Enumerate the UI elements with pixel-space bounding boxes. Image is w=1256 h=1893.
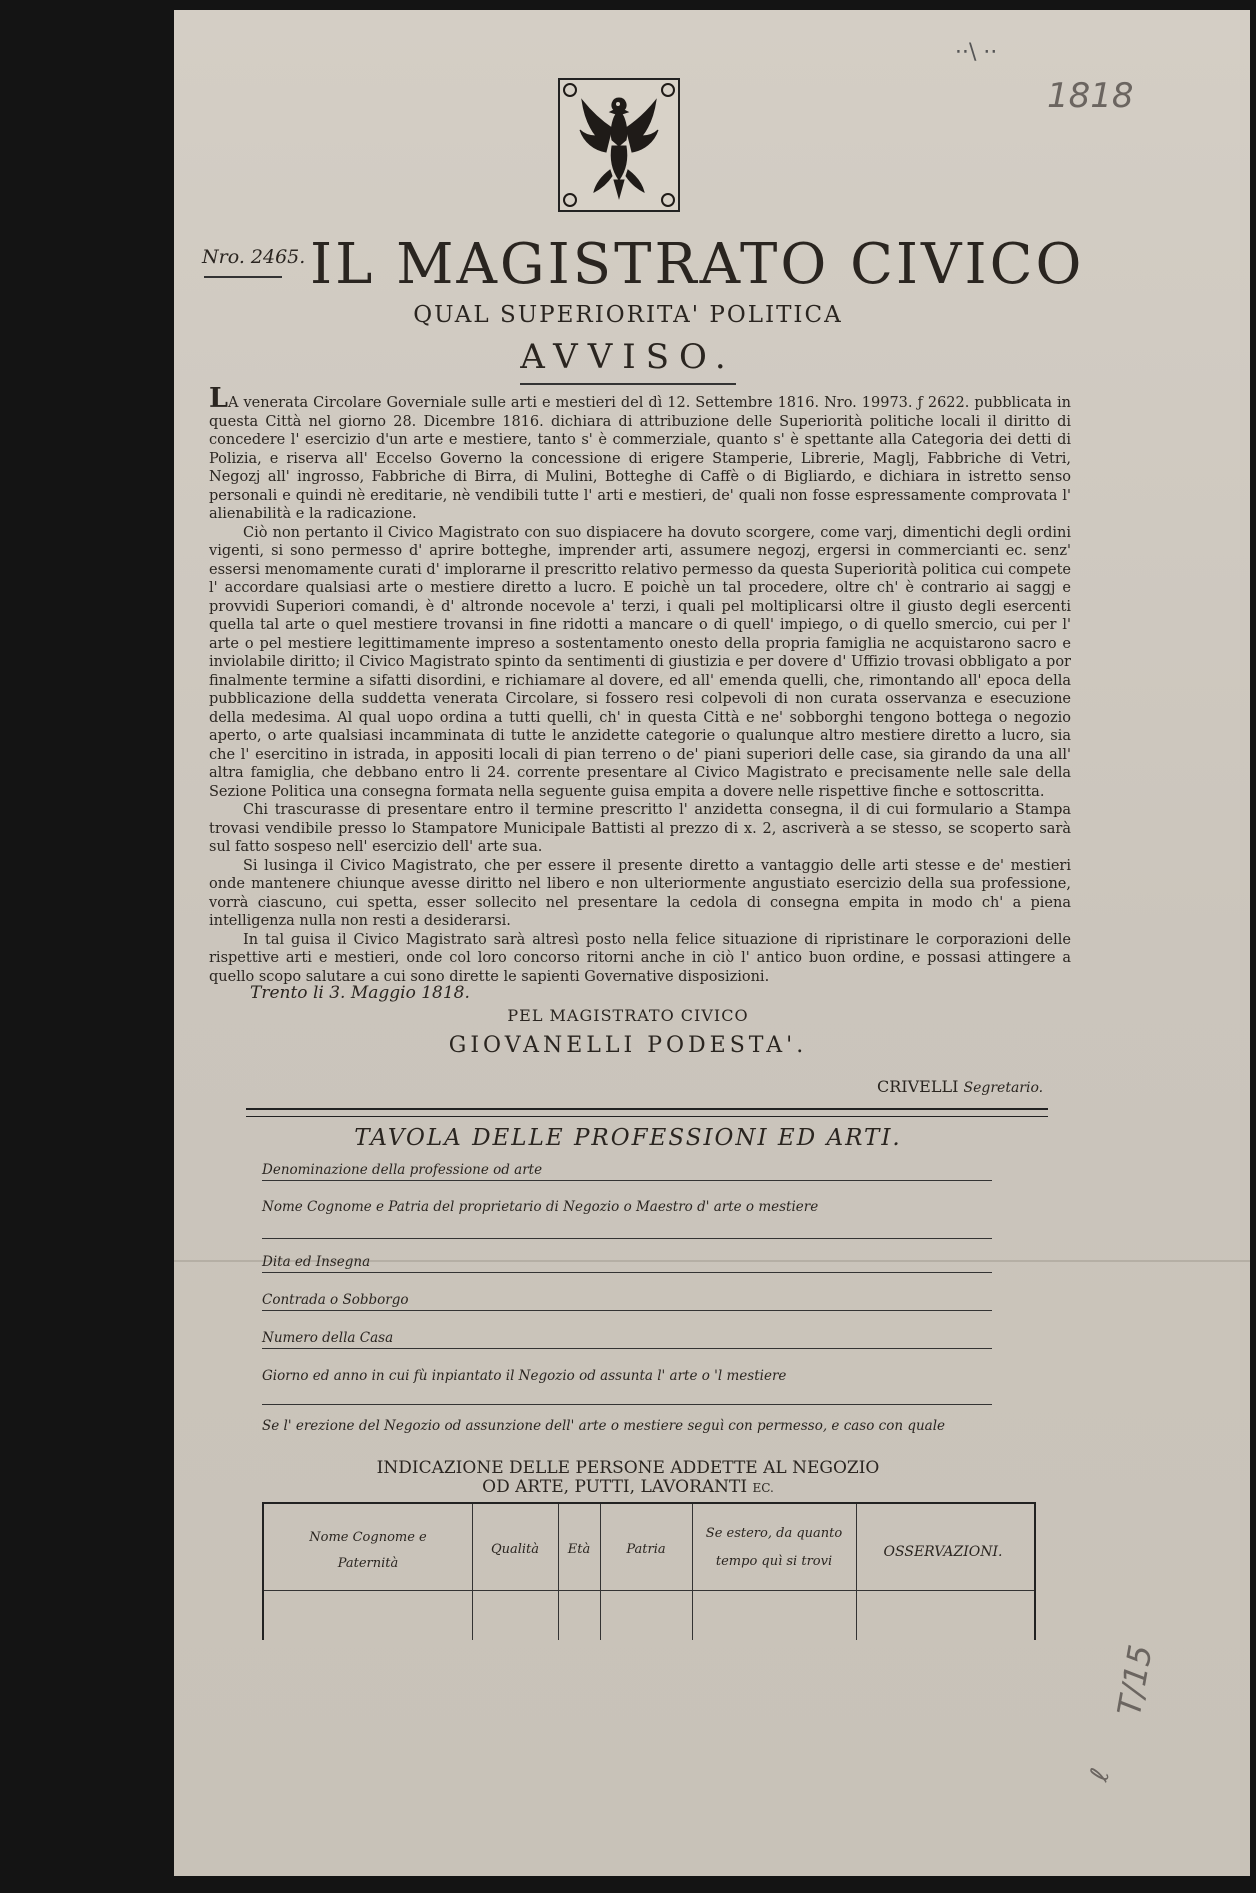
header-nome-2: Paternità xyxy=(337,1556,399,1571)
handwritten-year: 1818 xyxy=(1047,76,1134,116)
persons-title-suffix: EC. xyxy=(752,1481,774,1495)
persons-title-line2: OD ARTE, PUTTI, LAVORANTI EC. xyxy=(482,1477,774,1497)
form-field-denominazione: Denominazione della professione od arte xyxy=(262,1162,992,1181)
notice-underline xyxy=(520,383,736,385)
paragraph: Chi trascurasse di presentare entro il termine prescritto l' anzidetta consegna, il di cui formulario a Stampa trovasi vendibile presso lo Stampatore Municipale Battisti al prezzo di x. 2, ascriverà a se stesso, se scoperto sarà sul fatto sospeso nell' esercizio dell' arte sua. xyxy=(209,802,1071,855)
form-field-permesso: Se l' erezione del Negozio od assunzione dell' arte o mestiere seguì con permesso, e caso con quale xyxy=(262,1418,946,1434)
page-title: IL MAGISTRATO CIVICO xyxy=(310,232,1085,297)
persons-title-line1: INDICAZIONE DELLE PERSONE ADDETTE AL NEGOZIO xyxy=(376,1458,880,1478)
header-qualita: Qualità xyxy=(490,1542,540,1557)
form-field-numero-casa: Numero della Casa xyxy=(262,1330,992,1349)
form-blank-line xyxy=(262,1238,992,1239)
section-divider xyxy=(246,1108,1048,1117)
notice-heading: AVVISO. xyxy=(520,337,736,377)
paragraph: Ciò non pertanto il Civico Magistrato con suo dispiacere ha dovuto scorgere, come varj, dimentichi degli ordini vigenti, si sono permesso d' aprire botteghe, imprender arti, assumere negozj, ergersi in commercianti ec. senz' essersi menomamente curati d' implorarne il prescritto relativo permesso da questa Superiorità politica cui compete l' accordare qualsiasi arte o mestiere diretto a lucro. E poichè un tal procedere, oltre ch' è contrario ai saggj e provvidi Superiori comandi, è d' altronde nocevole a' terzi, i quali pel moltiplicarsi oltre il giusto degli esercenti quella tal arte o quel mestiere trovansi in fine ridotti a mancare o di quell' impiego, o di quello smercio, cui per l' arte o pel mestiere legittimamente impreso a sostentamento onesto della propria famiglia ne acquistarono sacro e inviolabile diritto; il Civico Magistrato spinto da sentimenti di giustizia e per dovere d' Uffizio trovasi obbligato a por finalmente termine a sifatti disordini, e richiamare al dovere, ed all' emenda quelli, che, rimontando all' epoca della pubblicazione della suddetta venerata Circolare, si fossero resi colpevoli di non curata osservanza e esecuzione della medesima. Al qual uopo ordina a tutti quelli, ch' in questa Città e ne' sobborghi tengono bottega o negozio aperto, o arte qualsiasi incamminata di tutte le anzidette categorie o qualunque altro mestiere diretto a lucro, sia che l' esercitino in istrada, in appositi locali di pian terreno o de' piani superiori delle case, sia girando da una all' altra famiglia, che debbano entro li 24. corrente presentare al Civico Magistrato e precisamente nelle sale della Sezione Politica una consegna formata nella seguente guisa empita a dovere nelle rispettive finche e sottoscritta. xyxy=(209,524,1071,800)
col-osservazioni xyxy=(856,1504,1030,1640)
drop-cap: L xyxy=(209,383,228,414)
number-flourish xyxy=(204,276,282,278)
issue-date: Trento li 3. Maggio 1818. xyxy=(250,983,470,1003)
persons-section-title xyxy=(0,1459,1256,1498)
col-eta xyxy=(558,1504,601,1640)
handwritten-shelfmark: T/15 xyxy=(1110,1642,1160,1719)
secretary xyxy=(877,1077,1043,1096)
decree-number: Nro. 2465. xyxy=(202,246,306,268)
form-field-data-impianto: Giorno ed anno in cui fù inpiantato il Negozio od assunta l' arte o 'l mestiere xyxy=(262,1368,787,1384)
eagle-icon xyxy=(560,80,678,210)
form-field-insegna: Dita ed Insegna xyxy=(262,1254,992,1273)
header-patria: Patria xyxy=(626,1542,666,1557)
header-osservazioni: OSSERVAZIONI. xyxy=(883,1544,1003,1560)
corner-marks: ⋅⋅\ ⋅⋅ xyxy=(955,40,998,65)
header-estero-2: tempo quì si trovi xyxy=(715,1554,833,1569)
secretary-name: CRIVELLI xyxy=(877,1077,959,1096)
paragraph-text: A venerata Circolare Governiale sulle arti e mestieri del dì 12. Settembre 1816. Nro. 19973. ƒ 2622. pubblicata in questa Città nel giorno 28. Dicembre 1816. dichiara di attribuzione delle Superiorità politiche locali il diritto di concedere l' esercizio d'un arte e mestiere, tanto s' è commerziale, quanto s' è spettante alla Categoria dei detti di Polizia, e riserva all' Eccelso Governo la concessione di erigere Stamperie, Librerie, Maglj, Fabbriche di Vetri, Negozj all' ingrosso, Fabbriche di Birra, di Mulini, Botteghe di Caffè o di Bigliardo, e dichiara in istretto senso personali e quindi nè ereditarie, nè vendibili tutte l' arti e mestieri, de' quali non fosse espressamente comprovata l' alienabilità e la radicazione. xyxy=(209,395,1071,522)
persons-table xyxy=(262,1502,1036,1640)
paragraph: Si lusinga il Civico Magistrato, che per essere il presente diretto a vantaggio delle arti stesse e de' mestieri onde mantenere chiunque avesse diritto nel libero e non ulteriormente angustiato esercizio della sua professione, vorrà ciascuno, cui spetta, esser sollecito nel presentare la cedola di consegna empita in modo ch' a piena intelligenza nulla non resti a desiderarsi. xyxy=(209,857,1071,929)
form-blank-line xyxy=(262,1404,992,1405)
page-subtitle: QUAL SUPERIORITA' POLITICA xyxy=(413,302,843,328)
handwritten-pencil-mark: ℓ xyxy=(1084,1764,1117,1786)
paragraph: In tal guisa il Civico Magistrato sarà altresì posto nella felice situazione di ripristinare le corporazioni delle rispettive arti e mestieri, onde col loro concorso ritorni anche in ciò l' antico buon ordine, e possasi attingere a quello scopo salutare a cui sono dirette le sapienti Governative disposizioni. xyxy=(209,931,1071,985)
notice-body xyxy=(209,383,1071,986)
eagle-emblem xyxy=(558,78,680,212)
signatory-office: PEL MAGISTRATO CIVICO xyxy=(507,1006,749,1025)
form-field-proprietario: Nome Cognome e Patria del proprietario di Negozio o Maestro d' arte o mestiere xyxy=(262,1199,819,1215)
header-eta: Età xyxy=(567,1542,591,1557)
form-title: TAVOLA DELLE PROFESSIONI ED ARTI. xyxy=(354,1125,902,1151)
header-nome-1: Nome Cognome e xyxy=(309,1530,427,1545)
form-field-contrada: Contrada o Sobborgo xyxy=(262,1292,992,1311)
col-patria xyxy=(600,1504,693,1640)
paragraph xyxy=(209,383,1071,524)
col-qualita xyxy=(472,1504,559,1640)
signatory-name: GIOVANELLI PODESTA'. xyxy=(448,1033,808,1058)
col-estero xyxy=(692,1504,857,1640)
col-nome xyxy=(264,1504,473,1640)
secretary-title: Segretario. xyxy=(963,1080,1044,1096)
header-estero-1: Se estero, da quanto xyxy=(705,1526,843,1541)
